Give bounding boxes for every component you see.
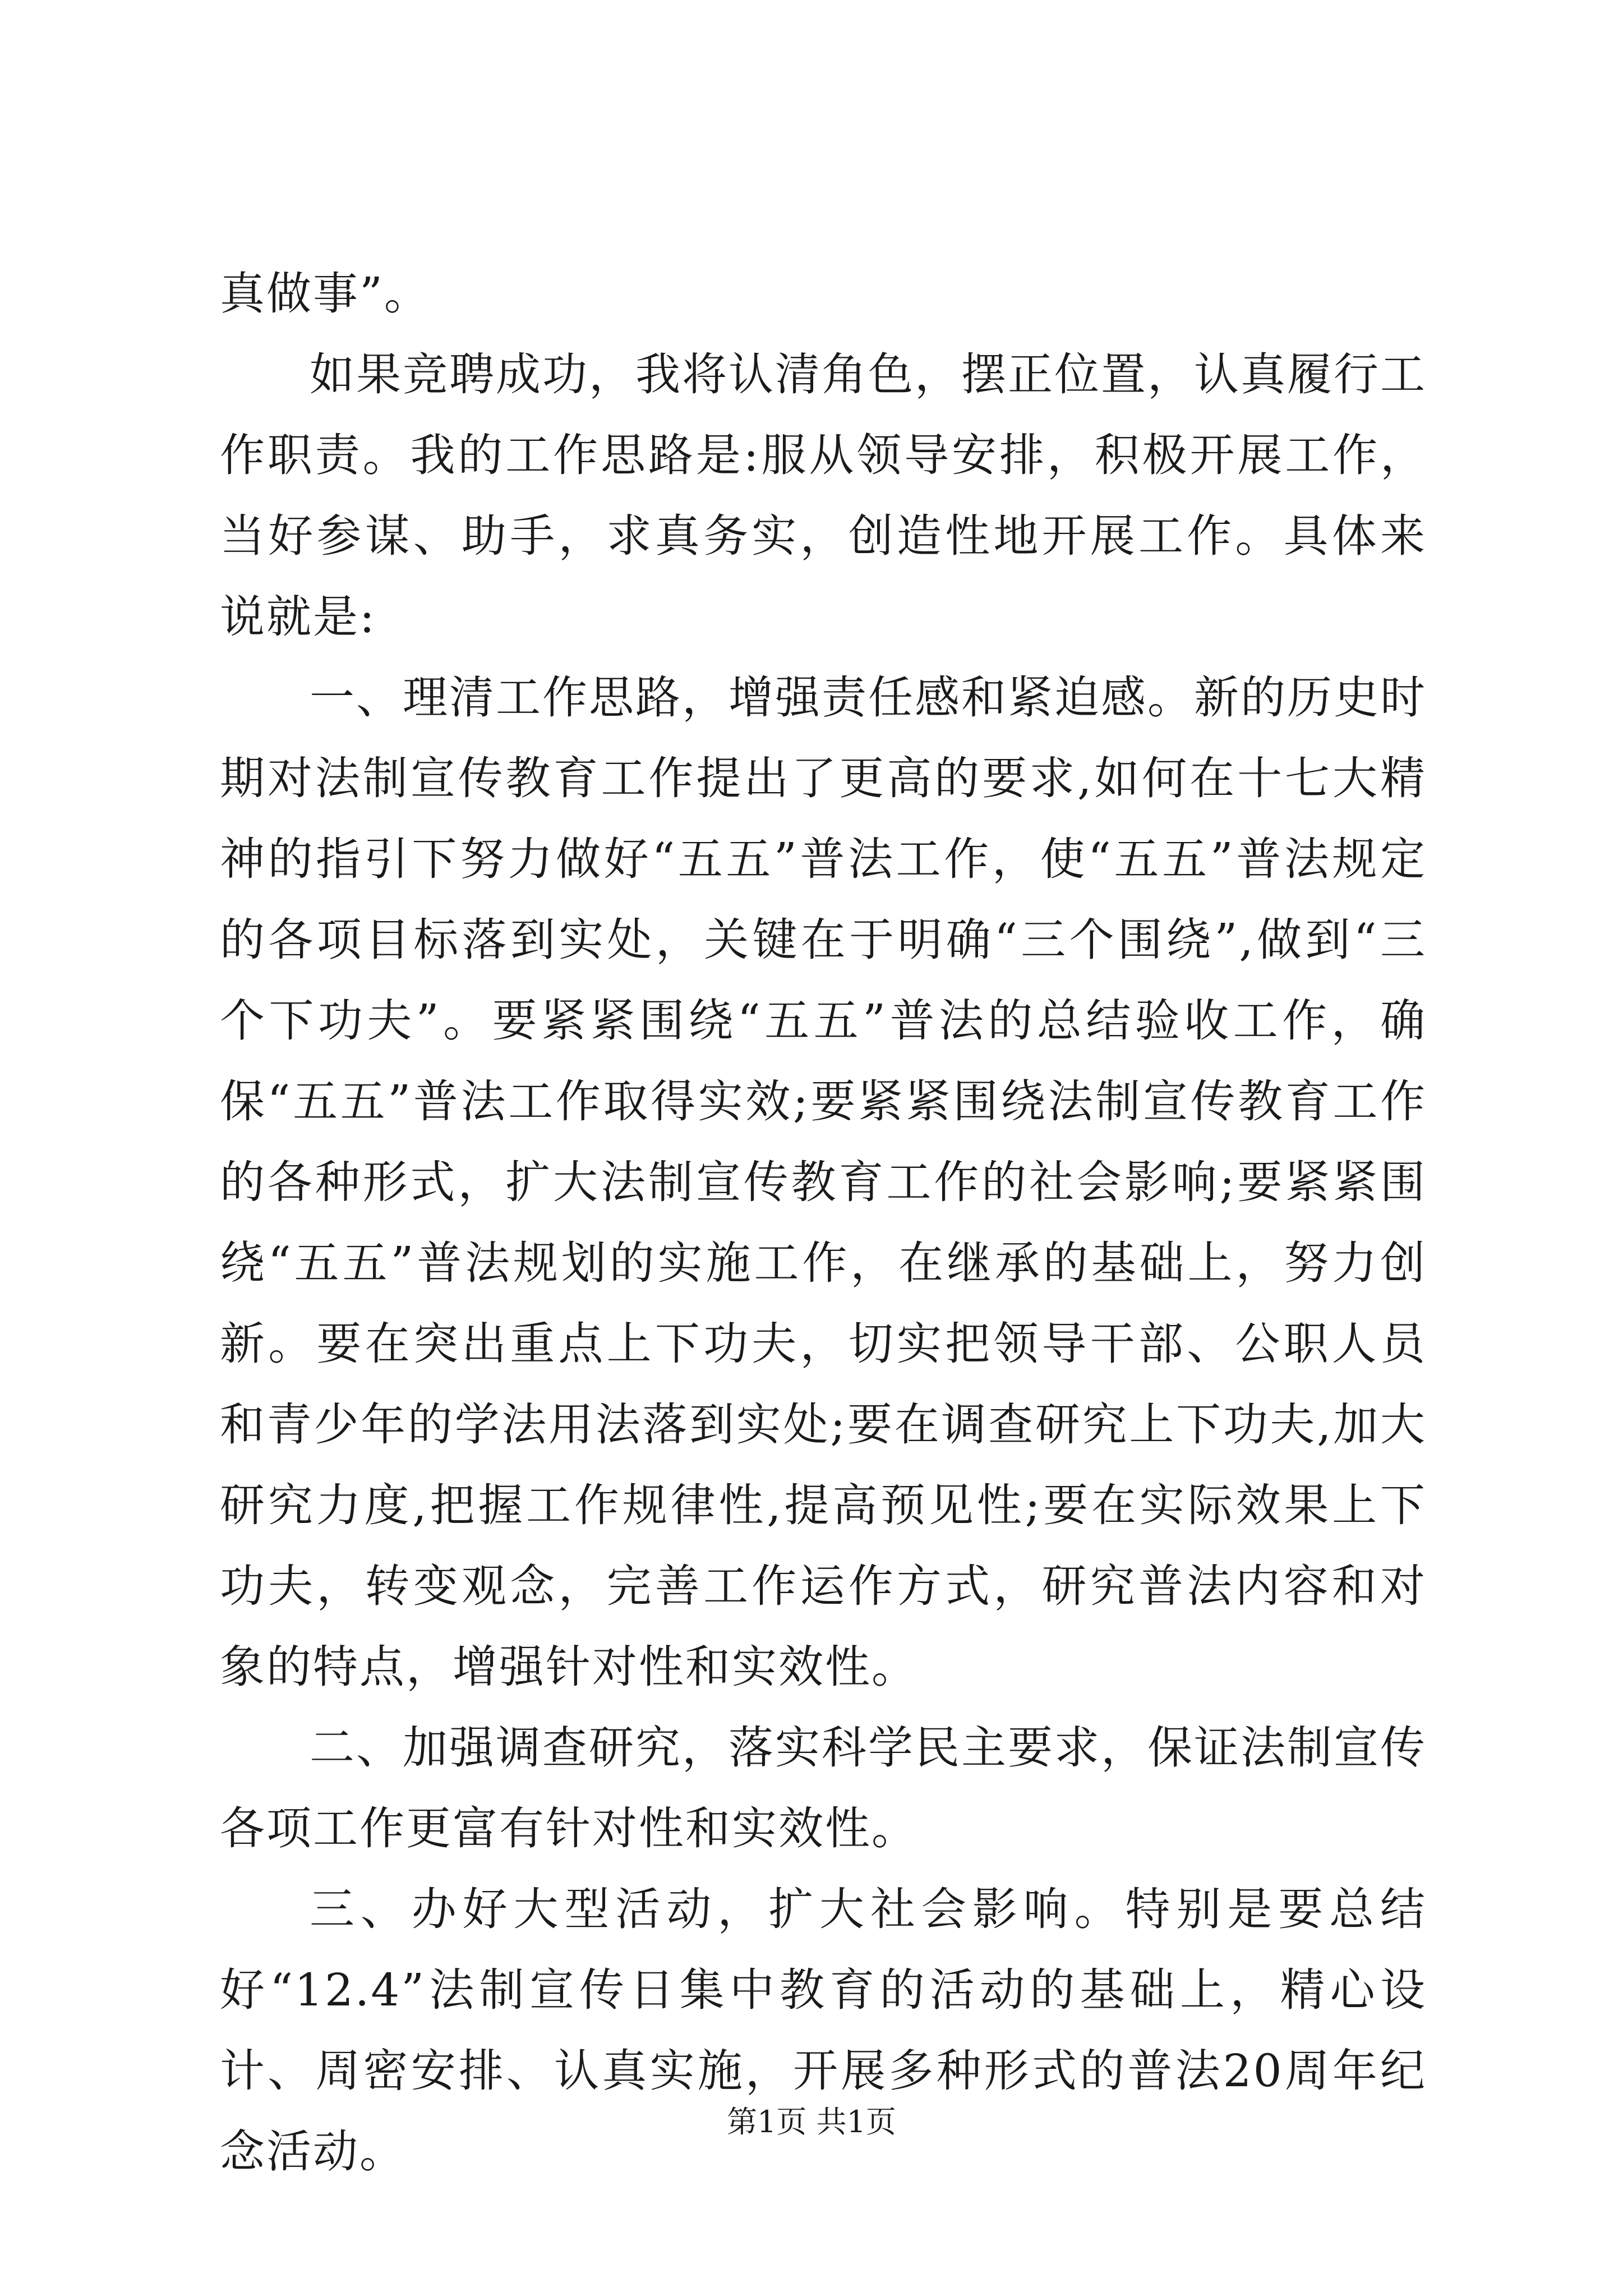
paragraph-point-two: 二、加强调查研究，落实科学民主要求，保证法制宣传各项工作更富有针对性和实效性。: [220, 1722, 1427, 1855]
paragraph-point-three: 三、办好大型活动，扩大社会影响。特别是要总结好“12.4”法制宣传日集中教育的活动的基础上，精心设计、周密安排、认真实施，开展多种形式的普法20周年纪念活动。: [220, 1883, 1427, 2178]
document-body: [220, 254, 1427, 2192]
page-footer: 第1页 共1页: [727, 2104, 896, 2139]
paragraph-point-one: 一、理清工作思路，增强责任感和紧迫感。新的历史时期对法制宣传教育工作提出了更高的要求,如何在十七大精神的指引下努力做好“五五”普法工作，使“五五”普法规定的各项目标落到实处，关键在于明确“三个围绕”,做到“三个下功夫”。要紧紧围绕“五五”普法的总结验收工作，确保“五五”普法工作取得实效;要紧紧围绕法制宣传教育工作的各种形式，扩大法制宣传教育工作的社会影响;要紧紧围绕“五五”普法规划的实施工作，在继承的基础上，努力创新。要在突出重点上下功夫，切实把领导干部、公职人员和青少年的学法用法落到实处;要在调查研究上下功夫,加大研究力度,把握工作规律性,提高预见性;要在实际效果上下功夫，转变观念，完善工作运作方式，研究普法内容和对象的特点，增强针对性和实效性。: [220, 671, 1427, 1693]
paragraph-continuation: 真做事”。: [220, 268, 431, 320]
paragraph-work-approach: 如果竞聘成功，我将认清角色，摆正位置，认真履行工作职责。我的工作思路是:服从领导安排，积极开展工作，当好参谋、助手，求真务实，创造性地开展工作。具体来说就是:: [220, 348, 1427, 643]
